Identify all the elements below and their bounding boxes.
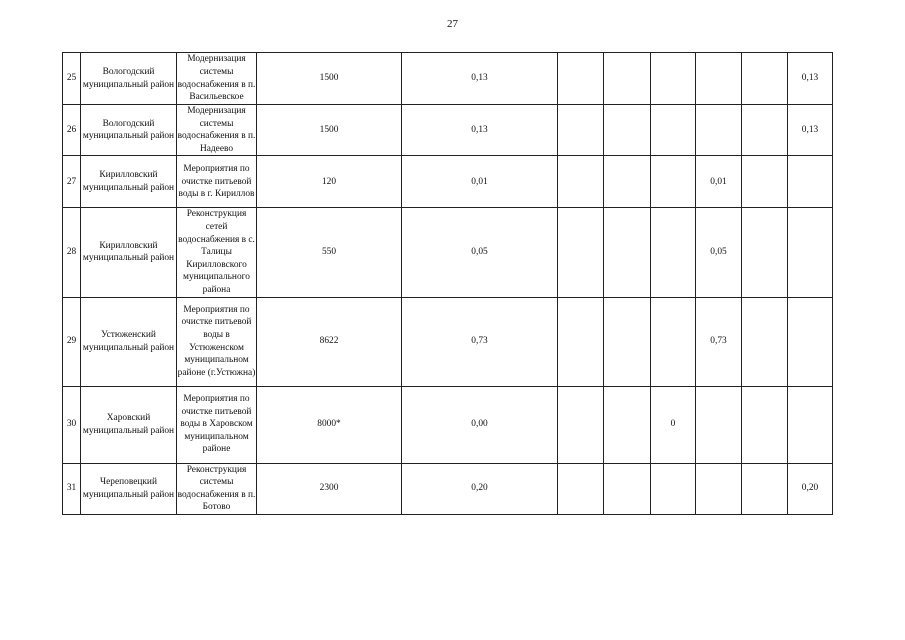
value-cell: 0,13 xyxy=(788,53,833,105)
project-cell: Реконструкция системы водоснабжения в п. Ботово xyxy=(177,463,257,514)
row-number: 25 xyxy=(63,53,81,105)
value-cell xyxy=(696,105,742,156)
page-number: 27 xyxy=(447,18,458,30)
total-cell: 0,13 xyxy=(402,53,558,105)
table-row xyxy=(63,297,833,386)
project-cell: Мероприятия по очистке питьевой воды в г. Кириллов xyxy=(177,156,257,208)
district-cell: Череповецкий муниципальный район xyxy=(81,463,177,514)
value-cell xyxy=(558,208,604,297)
project-cell: Мероприятия по очистке питьевой воды в Харовском муниципальном районе xyxy=(177,386,257,463)
value-cell: 0,73 xyxy=(696,297,742,386)
row-number: 26 xyxy=(63,105,81,156)
value-cell xyxy=(696,53,742,105)
table-row xyxy=(63,156,833,208)
district-cell: Устюженский муниципальный район xyxy=(81,297,177,386)
district-cell: Вологодский муниципальный район xyxy=(81,53,177,105)
value-cell xyxy=(604,463,651,514)
district-cell: Вологодский муниципальный район xyxy=(81,105,177,156)
value-cell xyxy=(742,463,788,514)
value-cell xyxy=(788,386,833,463)
cost-cell: 2300 xyxy=(257,463,402,514)
cost-cell: 120 xyxy=(257,156,402,208)
value-cell xyxy=(558,156,604,208)
district-cell: Харовский муниципальный район xyxy=(81,386,177,463)
cost-cell: 1500 xyxy=(257,105,402,156)
value-cell xyxy=(742,53,788,105)
value-cell xyxy=(604,53,651,105)
program-table xyxy=(62,52,833,515)
row-number: 30 xyxy=(63,386,81,463)
value-cell xyxy=(604,156,651,208)
cost-cell: 8000* xyxy=(257,386,402,463)
value-cell: 0 xyxy=(651,386,696,463)
value-cell xyxy=(696,386,742,463)
value-cell xyxy=(604,105,651,156)
value-cell xyxy=(788,208,833,297)
project-cell: Модернизация системы водоснабжения в п. Васильевское xyxy=(177,53,257,105)
value-cell xyxy=(651,105,696,156)
value-cell xyxy=(788,297,833,386)
value-cell xyxy=(604,386,651,463)
value-cell xyxy=(742,105,788,156)
value-cell xyxy=(604,297,651,386)
value-cell xyxy=(558,463,604,514)
total-cell: 0,00 xyxy=(402,386,558,463)
total-cell: 0,73 xyxy=(402,297,558,386)
value-cell xyxy=(651,463,696,514)
value-cell: 0,05 xyxy=(696,208,742,297)
district-cell: Кирилловский муниципальный район xyxy=(81,156,177,208)
project-cell: Реконструкция сетей водоснабжения в с. Талицы Кирилловского муниципального района xyxy=(177,208,257,297)
total-cell: 0,01 xyxy=(402,156,558,208)
table-row xyxy=(63,208,833,297)
value-cell xyxy=(696,463,742,514)
value-cell xyxy=(604,208,651,297)
row-number: 29 xyxy=(63,297,81,386)
table-row xyxy=(63,386,833,463)
value-cell xyxy=(651,297,696,386)
row-number: 28 xyxy=(63,208,81,297)
value-cell xyxy=(788,156,833,208)
project-cell: Мероприятия по очистке питьевой воды в Устюженском муниципальном районе (г.Устюжна) xyxy=(177,297,257,386)
total-cell: 0,05 xyxy=(402,208,558,297)
value-cell xyxy=(558,297,604,386)
value-cell: 0,13 xyxy=(788,105,833,156)
value-cell xyxy=(651,208,696,297)
value-cell xyxy=(651,53,696,105)
table-row xyxy=(63,53,833,105)
total-cell: 0,13 xyxy=(402,105,558,156)
value-cell xyxy=(558,53,604,105)
cost-cell: 550 xyxy=(257,208,402,297)
value-cell xyxy=(651,156,696,208)
table-row xyxy=(63,463,833,514)
value-cell xyxy=(558,386,604,463)
project-cell: Модернизация системы водоснабжения в п. Надеево xyxy=(177,105,257,156)
row-number: 27 xyxy=(63,156,81,208)
value-cell xyxy=(742,297,788,386)
table-row xyxy=(63,105,833,156)
cost-cell: 1500 xyxy=(257,53,402,105)
value-cell xyxy=(742,208,788,297)
district-cell: Кирилловский муниципальный район xyxy=(81,208,177,297)
cost-cell: 8622 xyxy=(257,297,402,386)
value-cell xyxy=(742,386,788,463)
value-cell xyxy=(742,156,788,208)
total-cell: 0,20 xyxy=(402,463,558,514)
value-cell xyxy=(558,105,604,156)
value-cell: 0,01 xyxy=(696,156,742,208)
row-number: 31 xyxy=(63,463,81,514)
value-cell: 0,20 xyxy=(788,463,833,514)
